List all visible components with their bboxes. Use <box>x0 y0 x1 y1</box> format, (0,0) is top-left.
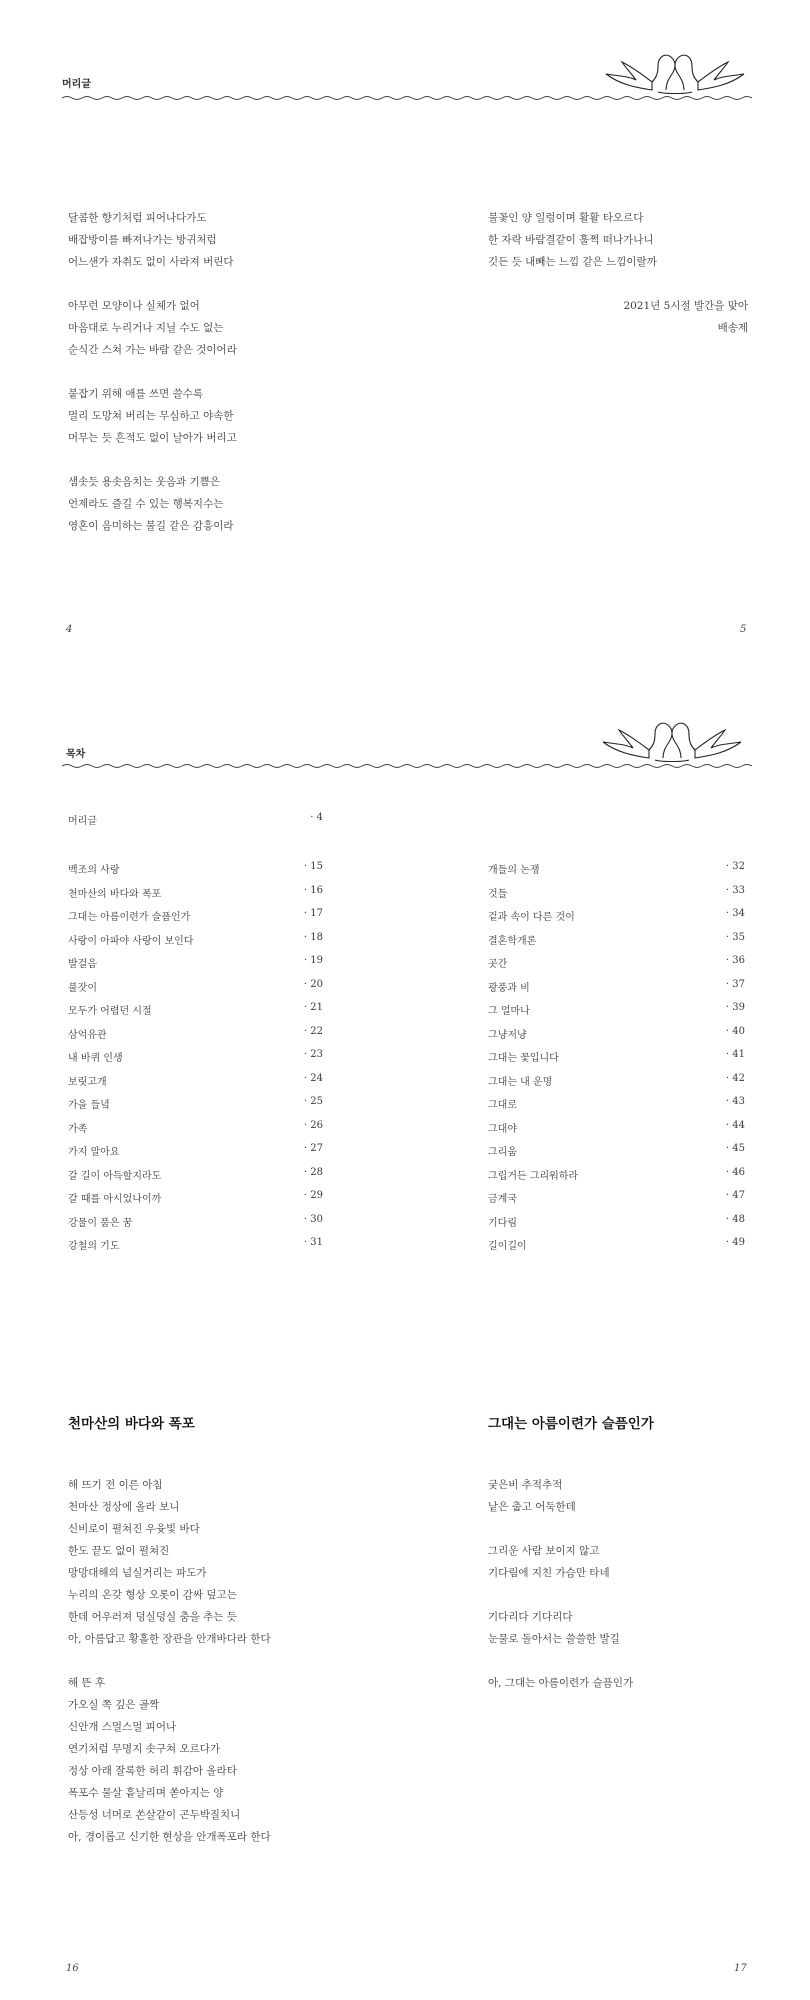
poem-line: 궂은비 추적추적 <box>488 1479 563 1491</box>
toc-entry[interactable] <box>68 1073 323 1097</box>
toc-entry-title: 그대는 아름이련가 슬픔인가 <box>68 912 191 923</box>
toc-entry-title: 백조의 사랑 <box>68 865 120 876</box>
poem-line: 배잡방이를 빠져나가는 방귀처럼 <box>68 234 217 246</box>
toc-entry[interactable] <box>488 1214 745 1238</box>
wavy-divider <box>62 92 752 104</box>
toc-entry-page: · 40 <box>725 1025 745 1037</box>
poem-line: 달콤한 향기처럼 피어나다가도 <box>68 212 207 224</box>
toc-entry-title: 결혼학개론 <box>488 935 537 947</box>
toc-entry-title: 그 얼마나 <box>488 1006 530 1017</box>
poem-line: 폭포수 물살 흩날리며 쏟아지는 양 <box>68 1787 224 1799</box>
toc-right-column <box>488 861 745 1261</box>
poem-line: 아무런 모양이나 실체가 없어 <box>68 300 200 312</box>
toc-entry-page: · 33 <box>725 884 745 896</box>
toc-entry-title: 그리움 <box>488 1147 517 1158</box>
signature-date: 2021년 5시절 발간을 맞아 <box>623 300 748 312</box>
toc-entry[interactable] <box>488 1120 745 1144</box>
toc-entry-page: · 43 <box>725 1096 745 1107</box>
poem-line: 한 자락 바람결같이 훌쩍 떠나가나니 <box>488 234 654 246</box>
toc-entry-title: 개들의 논쟁 <box>488 865 540 876</box>
toc-entry[interactable] <box>488 1049 745 1073</box>
toc-entry[interactable] <box>68 812 323 836</box>
toc-entry[interactable] <box>68 908 323 932</box>
toc-entry[interactable] <box>488 1026 745 1050</box>
toc-entry[interactable] <box>488 1073 745 1097</box>
poem-line: 한데 어우러져 덩실덩실 춤을 추는 듯 <box>68 1611 237 1623</box>
toc-entry-title: 가족 <box>68 1123 88 1135</box>
toc-entry[interactable] <box>488 1002 745 1026</box>
toc-entry[interactable] <box>488 1190 745 1214</box>
signature-author: 배송제 <box>717 322 748 334</box>
toc-entry-page: · 34 <box>725 908 745 919</box>
toc-entry-title: 길이길이 <box>488 1241 527 1252</box>
toc-entry[interactable] <box>68 885 323 909</box>
toc-entry[interactable] <box>488 1237 745 1261</box>
preface-poem-right <box>488 207 657 273</box>
toc-entry-page: · 15 <box>303 861 323 872</box>
swan-heart-icon <box>600 50 750 96</box>
toc-entry-title: 그대는 내 운명 <box>488 1076 553 1088</box>
toc-entry-title: 모두가 어렵던 시절 <box>68 1006 152 1017</box>
toc-entry-page: · 42 <box>725 1072 745 1084</box>
page-number: 5 <box>740 624 747 635</box>
toc-entry[interactable] <box>68 1167 323 1191</box>
poem-line: 영혼이 음미하는 불길 같은 감흥이라 <box>68 520 234 532</box>
toc-entry-title: 광풍과 비 <box>488 982 530 994</box>
toc-entry-page: · 35 <box>725 931 745 943</box>
toc-entry-page: · 31 <box>303 1237 323 1248</box>
toc-entry[interactable] <box>488 979 745 1003</box>
wavy-divider <box>62 760 752 772</box>
toc-left-column <box>68 861 323 1261</box>
toc-entry-title: 갈 길이 아득할지라도 <box>68 1170 162 1182</box>
poem-line: 눈물로 돌아서는 쓸쓸한 발길 <box>488 1633 620 1645</box>
toc-entry-page: · 46 <box>725 1166 745 1178</box>
poem-line: 신비로이 펼쳐진 우윳빛 바다 <box>68 1523 200 1535</box>
swan-heart-icon <box>597 718 747 764</box>
page-number: 17 <box>734 1963 747 1974</box>
toc-entry[interactable] <box>68 1120 323 1144</box>
toc-entry-title: 강철의 기도 <box>68 1241 120 1252</box>
toc-entry-title: 그대는 꽃입니다 <box>488 1053 559 1064</box>
toc-entry-page: · 20 <box>303 978 323 990</box>
toc-entry[interactable] <box>68 955 323 979</box>
poem-line: 아, 그대는 아름이련가 슬픔인가 <box>488 1677 634 1689</box>
preface-poem-left <box>68 207 237 537</box>
toc-entry-title: 겉과 속이 다른 것이 <box>488 912 575 923</box>
toc-entry-page: · 48 <box>725 1213 745 1225</box>
poem-body-right <box>488 1474 633 1694</box>
toc-entry[interactable] <box>488 1143 745 1167</box>
toc-entry[interactable] <box>488 885 745 909</box>
poem-line: 붙잡기 위해 애를 쓰면 쓸수록 <box>68 388 204 400</box>
poem-line: 산등성 너머로 쏜살같이 곤두박질치니 <box>68 1809 241 1821</box>
toc-entry[interactable] <box>68 1002 323 1026</box>
toc-entry-page: · 24 <box>303 1072 323 1084</box>
poem-line: 정상 아래 잘록한 허리 휘감아 올라타 <box>68 1765 237 1777</box>
poem-line: 언제라도 즐길 수 있는 행복지수는 <box>68 498 224 510</box>
section-label-preface: 머리글 <box>62 79 91 90</box>
toc-entry[interactable] <box>68 1096 323 1120</box>
toc-entry-title: 가지 말아요 <box>68 1147 120 1158</box>
toc-entry-page: · 22 <box>303 1025 323 1037</box>
poem-line: 연기처럼 무명지 솟구쳐 오르다가 <box>68 1743 221 1755</box>
poem-title: 그대는 아름이련가 슬픔인가 <box>488 1416 654 1432</box>
toc-entry[interactable] <box>68 1190 323 1214</box>
toc-entry-page: · 25 <box>303 1096 323 1107</box>
toc-entry-title: 곳간 <box>488 959 508 970</box>
toc-entry-page: · 41 <box>725 1049 745 1060</box>
toc-entry-title: 그립거든 그리워하라 <box>488 1170 579 1182</box>
poem-line: 해 뜨기 전 이른 아침 <box>68 1479 163 1491</box>
toc-entry-page: · 21 <box>303 1002 323 1013</box>
toc-entry-title: 그냥저냥 <box>488 1029 527 1041</box>
toc-entry-title: 삼억유관 <box>68 1029 107 1041</box>
toc-entry-title: 보릿고개 <box>68 1076 107 1088</box>
poem-line: 아, 경이롭고 신기한 현상을 안개폭포라 한다 <box>68 1831 271 1843</box>
toc-entry[interactable] <box>488 932 745 956</box>
toc-entry-title: 금계국 <box>488 1194 517 1205</box>
poem-line: 해 뜬 후 <box>68 1677 106 1689</box>
poem-line: 낱은 춥고 어둑한데 <box>488 1501 576 1513</box>
toc-entry-page: · 30 <box>303 1213 323 1225</box>
toc-entry[interactable] <box>68 932 323 956</box>
toc-entry-page: · 49 <box>725 1237 745 1248</box>
poem-line: 머무는 듯 흔적도 없이 날아가 버리고 <box>68 432 237 444</box>
poem-body-left <box>68 1474 271 1848</box>
toc-entry[interactable] <box>68 1237 323 1261</box>
page-number: 4 <box>66 624 73 635</box>
toc-entry[interactable] <box>68 1026 323 1050</box>
poem-line: 기다리다 기다리다 <box>488 1611 573 1623</box>
toc-entry-page: · 29 <box>303 1190 323 1201</box>
poem-line: 마음대로 누리거나 지닐 수도 없는 <box>68 322 224 334</box>
toc-entry-page: · 47 <box>725 1190 745 1201</box>
poem-line: 신안개 스멀스멀 피어나 <box>68 1721 177 1733</box>
toc-entry-page: · 36 <box>725 955 745 966</box>
toc-entry-title: 그대야 <box>488 1123 517 1135</box>
poem-line: 누리의 온갖 형상 오롯이 감싸 덮고는 <box>68 1589 237 1601</box>
toc-entry-page: · 28 <box>303 1166 323 1178</box>
toc-entry-title: 내 바퀴 인생 <box>68 1053 123 1064</box>
toc-entry-title: 가을 들녘 <box>68 1100 110 1111</box>
toc-entry-title: 것들 <box>488 888 508 900</box>
toc-entry-title: 머리글 <box>68 816 97 827</box>
toc-entry[interactable] <box>68 1214 323 1238</box>
toc-entry[interactable] <box>68 979 323 1003</box>
toc-entry[interactable] <box>488 1167 745 1191</box>
toc-entry-title: 천마산의 바다와 폭포 <box>68 888 162 900</box>
toc-entry-title: 갈 때를 아시었나이까 <box>68 1194 162 1205</box>
page-number: 16 <box>66 1963 79 1974</box>
poem-line: 아, 아름답고 황홀한 장관을 안개바다라 한다 <box>68 1633 271 1645</box>
toc-entry-page: · 45 <box>725 1143 745 1154</box>
toc-entry[interactable] <box>68 861 323 885</box>
poem-line: 샘솟듯 용솟음치는 웃음과 기쁨은 <box>68 476 221 488</box>
toc-entry-title: 그대로 <box>488 1100 517 1111</box>
toc-entry-page: · 26 <box>303 1119 323 1131</box>
poem-line: 천마산 정상에 올라 보니 <box>68 1501 180 1513</box>
poem-line: 한도 끝도 없이 펼쳐진 <box>68 1545 170 1557</box>
toc-entry[interactable] <box>488 955 745 979</box>
toc-entry[interactable] <box>68 1143 323 1167</box>
toc-entry-page: · 27 <box>303 1143 323 1154</box>
toc-entry[interactable] <box>488 1096 745 1120</box>
toc-entry-page: · 23 <box>303 1049 323 1060</box>
poem-line: 기다림에 지친 가슴만 타네 <box>488 1567 610 1579</box>
poem-line: 어느샌가 자취도 없이 사라져 버린다 <box>68 256 234 268</box>
toc-entry[interactable] <box>488 861 745 885</box>
toc-entry-title: 강물이 품은 꿈 <box>68 1217 133 1229</box>
toc-entry-title: 기다림 <box>488 1217 517 1229</box>
poem-line: 그리운 사람 보이지 않고 <box>488 1545 600 1557</box>
toc-entry-page: · 17 <box>303 908 323 919</box>
preface-signature <box>623 295 748 339</box>
poem-line: 망망대해의 넘실거리는 파도가 <box>68 1567 207 1579</box>
poem-line: 깃든 듯 내빼는 느낌 같은 느낌이랄까 <box>488 256 657 268</box>
toc-entry-page: · 37 <box>725 978 745 990</box>
section-label-contents: 목차 <box>66 749 86 760</box>
toc-entry-title: 불잣이 <box>68 982 97 994</box>
toc-entry-page: · 44 <box>725 1119 745 1131</box>
toc-entry[interactable] <box>488 908 745 932</box>
toc-entry-title: 발걸음 <box>68 959 97 970</box>
poem-line: 멀리 도망쳐 버리는 무심하고 야속한 <box>68 410 234 422</box>
toc-entry-page: · 19 <box>303 955 323 966</box>
toc-entry-title: 사랑이 아파야 사랑이 보인다 <box>68 935 194 947</box>
poem-title: 천마산의 바다와 폭포 <box>68 1416 195 1432</box>
toc-entry-page: · 4 <box>310 812 323 823</box>
poem-line: 불꽃인 양 일렁이며 활활 타오르다 <box>488 212 644 224</box>
toc-entry-page: · 39 <box>725 1002 745 1013</box>
toc-entry-page: · 16 <box>303 884 323 896</box>
poem-line: 순식간 스쳐 가는 바람 같은 것이어라 <box>68 344 237 356</box>
toc-entry-page: · 32 <box>725 861 745 872</box>
toc-entry-page: · 18 <box>303 931 323 943</box>
toc-preface <box>68 812 323 836</box>
poem-line: 가오실 쪽 깊은 골짝 <box>68 1699 160 1711</box>
toc-entry[interactable] <box>68 1049 323 1073</box>
